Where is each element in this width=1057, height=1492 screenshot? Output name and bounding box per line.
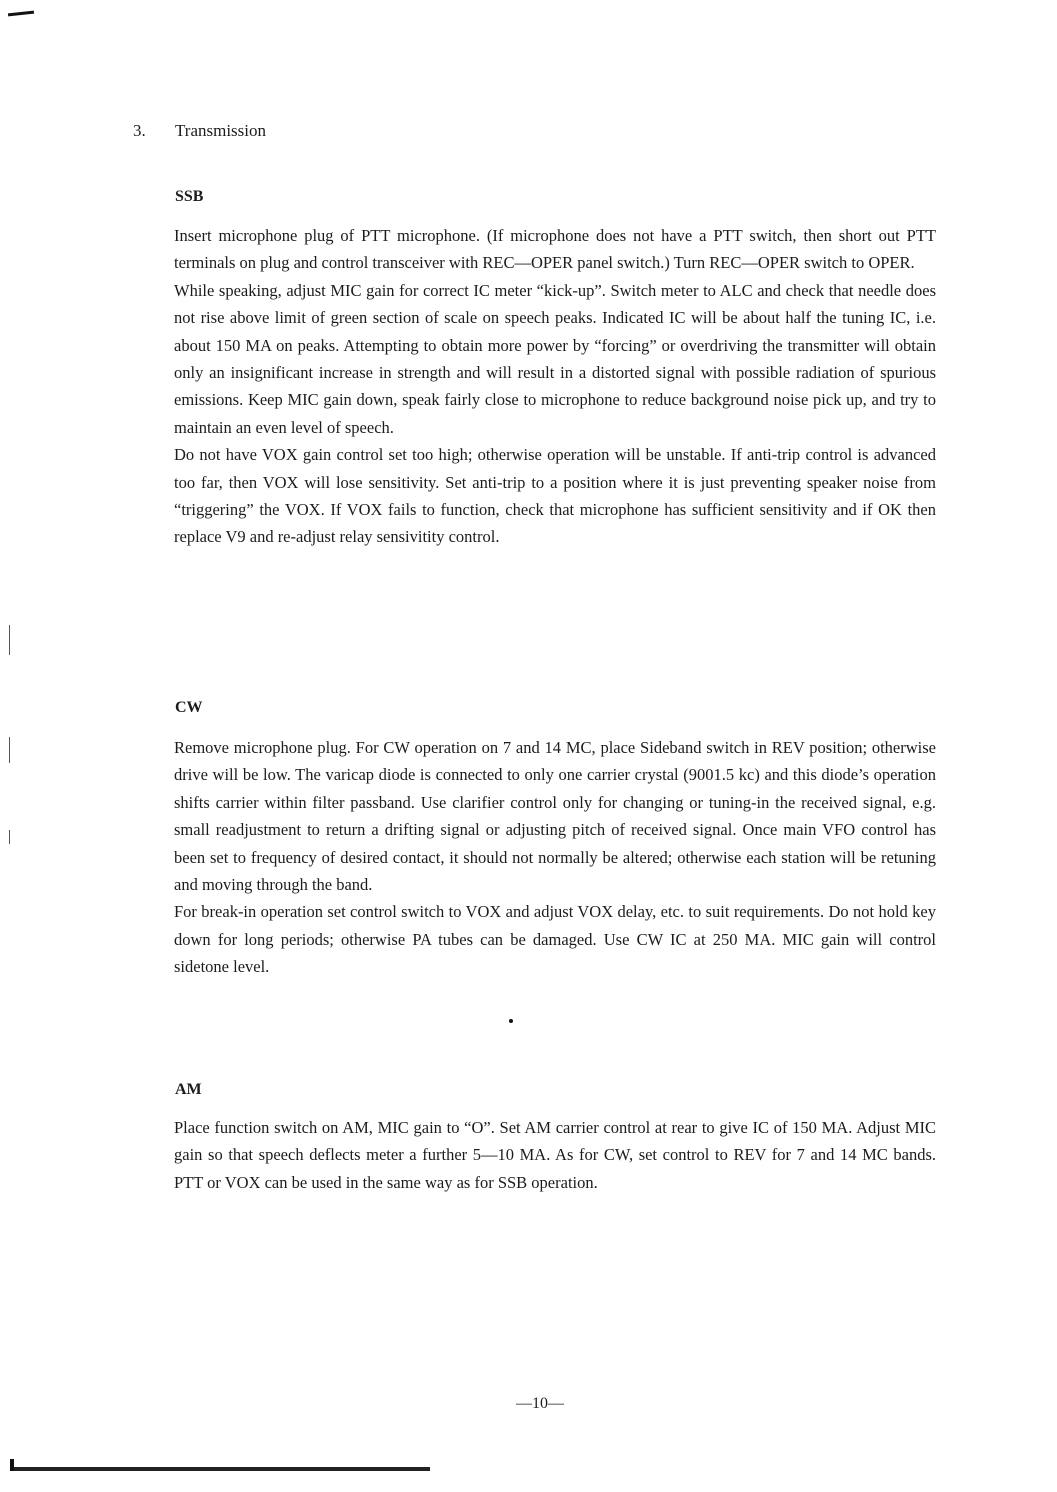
page-number: —10— (516, 1395, 564, 1412)
cw-text (174, 734, 936, 981)
scan-mark-left-2 (9, 737, 10, 763)
ssb-heading: SSB (175, 188, 204, 205)
ssb-paragraph: Insert microphone plug of PTT microphone. (If microphone does not have a PTT switch, then short out PTT terminals on plug and control transceiver with REC—OPER panel switch.) Turn REC—OPER switch to OPER. (174, 226, 936, 273)
scan-mark-bottom-corner (10, 1459, 14, 1471)
ssb-paragraph: Do not have VOX gain control set too high; otherwise operation will be unstable. If anti-trip control is advanced too far, then VOX will lose sensitivity. Set anti-trip to a position where it is just preventing speaker noise from “triggering” the VOX. If VOX fails to function, check that microphone has sufficient sensitivity and if OK then replace V9 and re-adjust relay sensivitity control. (174, 445, 936, 547)
am-heading: AM (175, 1081, 202, 1098)
ssb-text (174, 222, 936, 551)
cw-heading: CW (175, 699, 203, 716)
cw-paragraph: Remove microphone plug. For CW operation on 7 and 14 MC, place Sideband switch in REV position; otherwise drive will be low. The varicap diode is connected to only one carrier crystal (9001.5 kc) and this diode’s operation shifts carrier within filter passband. Use clarifier control only for changing or tuning-in the received signal, e.g. small readjustment to return a drifting signal or adjusting pitch of received signal. Once main VFO control has been set to frequency of desired contact, it should not normally be altered; otherwise each station will be retuning and moving through the band. (174, 738, 936, 895)
section-heading (133, 120, 266, 142)
cw-paragraph: For break-in operation set control switch to VOX and adjust VOX delay, etc. to suit requirements. Do not hold key down for long periods; otherwise PA tubes can be damaged. Use CW IC at 250 MA. MIC gain will control sidetone level. (174, 902, 936, 977)
ssb-paragraph: While speaking, adjust MIC gain for correct IC meter “kick-up”. Switch meter to ALC and check that needle does not rise above limit of green section of scale on speech peaks. Indicated IC will be about half the tuning IC, i.e. about 150 MA on peaks. Attempting to obtain more power by “forcing” or overdriving the transmitter will obtain only an insignificant increase in strength and will result in a distorted signal with possible radiation of spurious emissions. Keep MIC gain down, speak fairly close to microphone to reduce background noise pick up, and try to maintain an even level of speech. (174, 280, 936, 437)
scan-dot-center (509, 1019, 513, 1023)
scan-mark-left-3 (9, 830, 10, 844)
scan-mark-left-1 (9, 625, 10, 655)
am-text (174, 1114, 936, 1196)
section-number: 3. (133, 121, 146, 140)
section-title: Transmission (175, 121, 267, 140)
scan-mark-top-left (8, 11, 34, 17)
am-paragraph: Place function switch on AM, MIC gain to “O”. Set AM carrier control at rear to give IC of 150 MA. Adjust MIC gain so that speech deflects meter a further 5—10 MA. As for CW, set control to REV for 7 and 14 MC bands. PTT or VOX can be used in the same way as for SSB operation. (174, 1118, 936, 1192)
scan-mark-bottom-rule (10, 1467, 430, 1471)
